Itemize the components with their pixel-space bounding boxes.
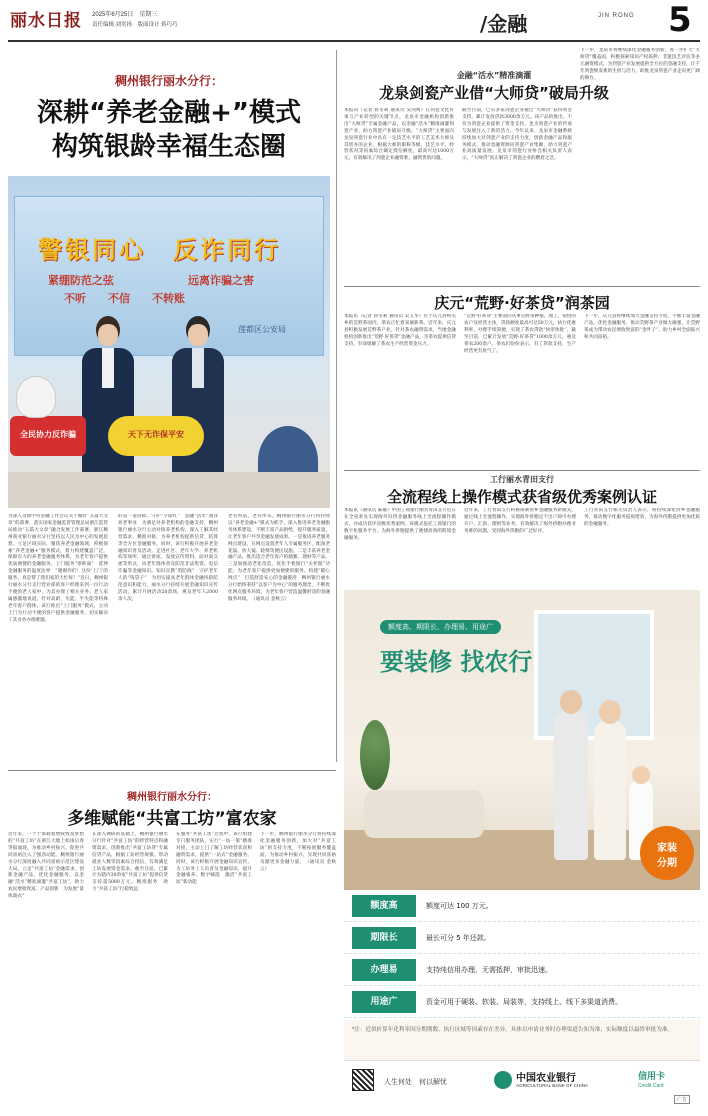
ad-footnote: *注：近似折算年化利率因分期期数、执行区域等因素存在差异。具体以申请业务时办理渠道告知为准；实际额度以最终审批为准。 [352,1027,674,1033]
article-longquan [344,48,700,284]
feature-label: 期限长 [352,927,416,949]
banner-org: 莲都区公安局 [238,325,286,334]
date-line: 2025年6月25日 星期三 [92,12,158,18]
plant [360,720,390,790]
paragraph: 本报讯（记者 蒋冬莉 通讯员 吴剑鸣）在剑瓷文化传承与产业转型的关键节点，龙泉市金融机构创新推出“大师贷”专属金融产品，以金融“活水”精准滴灌剑瓷产业，助力剑瓷产业破局升级。“大师贷”主要面向龙泉剑瓷行业中具有一定技艺水平的工艺美术大师及其创办的企业，根据大师的职称等级、技艺水平、经营状况等因素综合确定授信额度，最高可达1000万元，有效解决了剑瓷企业融资难、融资贵的问题。 [344,108,454,162]
ad-tag: 广告 [674,1095,690,1104]
article-col-2 [464,314,576,466]
feature-row [344,890,700,922]
figure-man [554,710,588,860]
paragraph: 工行青田支行相关负责人表示，将持续深化侨乡金融服务，推动数字化服务提质增效，为海外侨胞提供更加优质的金融服务。 [584,508,700,527]
masthead [0,0,708,46]
article-qingtian [344,472,700,588]
banner-title: 警银同心 反诈同行 [38,236,281,264]
feature-label: 额度高 [352,895,416,917]
feature-value: 额度可达 100 万元。 [426,901,493,910]
abc-logo-icon [494,1071,512,1089]
article-kicker: 金融“活水”精准滴灌 [456,71,532,80]
paper-logo: 丽水日报 [10,11,82,31]
bank-advertisement [344,590,700,1108]
article-col-3 [584,314,700,466]
paragraph: 本报讯（记者 蒋冬莉 通讯员 吴玉华）位于庆元县岭头乡的荒野茶园内，茶农正忙着采摘新茶。近年来，庆元县积极发展荒野茶产业，针对茶农融资需求，当地金融机构创新推出“荒野·好茶贷”金融产品，为茶农提供信贷支持，有效缓解了茶农生产经营资金压力。 [344,314,456,347]
article-headline: 龙泉剑瓷产业借“大师贷”破局升级 [379,84,609,102]
ad-tagline-text: 额度高、期限长、办理易、用途广 [388,623,493,631]
feature-value: 最长可分 5 年还款。 [426,933,491,942]
article-col-4 [260,832,336,1106]
bank-name: 中国农业银行 [516,1073,576,1084]
article-col-1 [344,108,454,280]
counter-table [8,472,330,508]
qr-code-icon [352,1069,374,1091]
section-pinyin: JIN RONG [598,13,635,19]
installment-badge [640,826,694,880]
page-number: 5 [668,0,692,40]
article-headline-line2: 构筑银龄幸福生态圈 [51,132,286,162]
article-col-3 [228,514,330,764]
article-kicker: 稠州银行丽水分行： [114,74,223,88]
column-rule [336,50,337,762]
mascot-figure-left [16,376,56,418]
ad-tagline [380,620,501,634]
editors-line: 责任编辑 刘奕扬 版面设计 蒋巧巧 [92,22,178,28]
banner-slogan-1: 紧绷防范之弦 [48,274,114,287]
banner-slogan-3: 不听 不信 不转账 [64,292,185,305]
paragraph: 为深入贯彻中央金融工作会议关于做好“五篇大文章”的部署，落实国家金融监督管理总局浙江监管局推动“五篇大文章”融合发展工作部署，浙江稠州商业银行丽水分行坚持以人民为中心的发展思想，立足区域实际，聚焦养老金融领域，积极探索“养老金融+”服务模式，着力构建覆盖广泛、保障有力的养老金融服务体系，为老年客户提供优质便捷的金融服务。上门服务“零距离” 延伸金融服务的温度边界 “谢谢你们！这份‘上门’的服务，真是帮了我们家的大忙呀！”近日，稠州银行丽水分行支行营业部的客户经理来到一位行动不便的老人家中，为其办理了相关业务。老人家属感激地说道。针对高龄、失能、半失能等特殊老年客户群体，该行推出“上门服务”模式，主动上门为行动不便的客户提供金融服务，切实解决了其业务办理难题。 [8,514,108,623]
section-title: /金融 [480,12,528,36]
paragraph: 下一步，庆元县将继续加大金融支持力度，不断丰富金融产品，优化金融服务，推动荒野茶产业做大做强，让荒野茶成为带动农民增收致富的“金叶子”，助力乡村全面振兴和共同富裕。 [584,314,700,340]
feature-row [344,922,700,954]
article-gongfu [8,774,336,1108]
article-col-2 [462,108,572,280]
ad-footer [344,1060,700,1108]
article-headline: 庆元“荒野·好茶贷”润茶园 [434,294,610,312]
article-col-1 [8,514,108,764]
paragraph: 下一步，稠州银行丽水分行将持续深化金融服务创新，加大对“共富工坊”的支持力度，不断拓展服务覆盖面，为推动乡村振兴、实现共同富裕贡献更多金融力量。 （通讯员 金秋云） [260,832,336,872]
event-photo [8,176,330,508]
article-kicker: 工行丽水青田支行 [490,475,554,484]
article-kicker: 稠州银行丽水分行： [127,792,217,803]
masthead-rule [8,40,700,42]
badge-line-2: 分期 [657,858,677,869]
banner-slogan-2: 远离诈骗之害 [188,274,254,287]
ad-scene [344,590,700,890]
article-col-3 [584,508,700,586]
feature-row [344,954,700,986]
paragraph: “荒野·好茶贷”主要面向从事荒野茶种植、加工、销售的农户及经营主体，贷款额度最高可达50万元，执行优惠利率，办理手续简便，实现了茶农贷款“快审快批”。截至目前，已累计发放“荒野·好茶贷”1000余万元，惠及茶农200余户。茶农们纷纷表示，有了贷款支持，生产经营更有底气了。 [464,314,576,354]
article-col-1 [8,832,84,1106]
feature-label: 办理易 [352,959,416,981]
bank-name-en: AGRICULTURAL BANK OF CHINA [516,1083,588,1088]
article-headline: 深耕“养老金融+”模式 [37,98,301,128]
feature-row [344,986,700,1018]
sign-text: 天下无诈保平安 [128,430,184,439]
ad-headline: 要装修 找农行 [380,648,533,676]
article-col-3 [176,832,252,1106]
figure-woman [594,720,626,860]
paragraph: 老有所依，老有所乐。稠州银行丽水分行将持续以“养老金融+”模式为抓手，深入推进养老金融服务体系建设，不断丰富产品供给，提升服务质量，让老年客户共享金融发展成果。一是推进养老服务网点建设，在网点设置老年人专属服务区，配备老花镜、放大镜、轮椅等便民设施。二是丰富养老金融产品，推出适合老年客户的储蓄、理财等产品。三是加强适老化改造，优化手机银行“关怀版”功能，为老年客户提供更加便捷的服务。构建“暖心网点” 打造舒适安心的金融港湾 稠州银行丽水分行始终秉持“以客户为中心”的服务理念，不断优化网点服务环境，为老年客户营造温馨舒适的金融服务环境。 （通讯员 金秋云） [228,514,330,602]
paragraph: 在深入调研的基础上，稠州银行丽水分行针对“共富工坊”的经营特点和融资需求，创新推出“共富工坊贷”专属信贷产品，根据工坊经营规模、带动就业人数等因素综合授信，有效满足工坊发展资金需求。截至目前，已累计为辖内30余家“共富工坊”提供信贷支持超5000万元。精准服务 助力“共富工坊”行稳致远 [92,832,168,893]
app-slogan: 人生何处 何以解忧 [384,1078,447,1086]
paragraph: 近年来，一个个承载着增收致富梦想的“共富工坊”在浙江大地上如雨后春笋般涌现，为推动乡村振兴、促进共同富裕注入了强劲动能。稠州银行丽水分行深度融入共同富裕示范区建设大局，立足“共富工坊”金融需求，创新金融产品，优化金融服务，以金融“活水”精准滴灌“共富工坊”，助力农民增收致富。产品创新 为发展“量体裁衣” [8,832,84,900]
feature-table [344,890,700,1020]
paragraph: 下一步，龙泉市将继续深化金融服务创新，进一步扩大“大师贷”覆盖面，积极探索知识产权质押、非遗技艺评估等多元融资模式，为剑瓷产业发展提供全方位的金融支持，让千年剑瓷焕发新的生机与活力，助推龙泉剑瓷产业走向更广阔的舞台。 [580,48,700,81]
window-frame [534,610,654,740]
article-col-2 [92,832,168,1106]
sofa [364,790,484,838]
card-label: 信用卡 [638,1072,666,1082]
held-sign-right [108,416,204,456]
feature-value: 资金可用于硬装、软装、局装等，支持线上、线下多渠道消费。 [426,997,622,1006]
paragraph: 截至目前，已有多家剑瓷企业通过“大师贷”获得资金支持，累计发放贷款3000余万元。该产品的推出，不仅为剑瓷企业提供了资金支持，也为剑瓷产业的传承与发展注入了新的活力。今年以来，龙泉市金融系统持续加大对剑瓷产业的支持力度，创新金融产品和服务模式，推动金融资源向剑瓷产业集聚，助力剑瓷产业高质量发展。龙泉市剑瓷行业协会相关负责人表示，“大师贷”真正解决了剑瓷企业的燃眉之急。 [462,108,572,162]
article-col-2 [464,508,576,586]
paragraph: 本报讯（通讯员 陈敏）中国工商银行丽水青田支行近日在全省率先实现海外归侨金融服务线上全流程操作模式，并成功获评省级优秀案例。该模式依托工商银行的数字化服务平台，为海外侨胞提供了便捷高效的跨境金融服务。 [344,508,456,541]
section-rule [344,286,700,287]
paragraph: 的第一道屏障。守护“夕阳红” 金融“活水”润泽养老事业 为满足对养老机构的金融支持，稠州银行丽水分行主动对接养老机构，深入了解其经营需求，精准对接，为养老机构提供信贷、结算等全方位金融服务。同时，该行积极开展养老金融知识普及活动，走进社区、老年大学、养老机构等场所，通过讲座、发放宣传资料、面对面交流等形式，向老年群体普及防范非法集资、电信诈骗等金融知识。知识宣教“筑防线” 守护老年人的“钱袋子” 为切实提高老年群体金融风险防范意识和能力，丽水分行持续开展金融知识宣传活动，累计开展活动20余场，惠及老年人2000余人次。 [118,514,218,602]
section-rule [344,470,700,471]
badge-line-1: 家装 [657,843,677,854]
paragraph: 在服务“共富工坊”过程中，该行组建专门服务团队，实行“一坊一策”精准对接，主动上门了解工坊经营状况和融资需求，提供“一站式”金融服务。同时，该行积极开展金融知识宣传，为工坊务工人员普及金融知识，提升金融素养。数字赋能 激活“共富工坊”新动能 [176,832,252,886]
article-headline: 全流程线上操作模式获省级优秀案例认证 [386,488,657,506]
paragraph: 近年来，工行青田支行积极探索侨乡金融服务新模式，通过线上全流程操作，实现海外侨胞足不出户即可办理开户、汇款、理财等业务，有效解决了海外侨胞办理业务难的问题，受到海外侨胞的广泛好评。 [464,508,576,534]
feature-label: 用途广 [352,991,416,1013]
article-col-3 [580,48,700,280]
feature-value: 支持纯信用办理，无需抵押，审批迅速。 [426,965,552,974]
held-sign-left [10,416,86,456]
sign-text: 全民协力反诈骗 [20,430,76,439]
article-col-1 [344,508,456,586]
card-label-en: Credit Card [638,1083,664,1089]
section-rule [8,770,336,771]
article-headline: 多维赋能“共富工坊”富农家 [67,809,277,829]
article-col-1 [344,314,456,466]
article-qingyuan [344,288,700,468]
article-col-2 [118,514,218,764]
article-yanglao [8,48,330,766]
